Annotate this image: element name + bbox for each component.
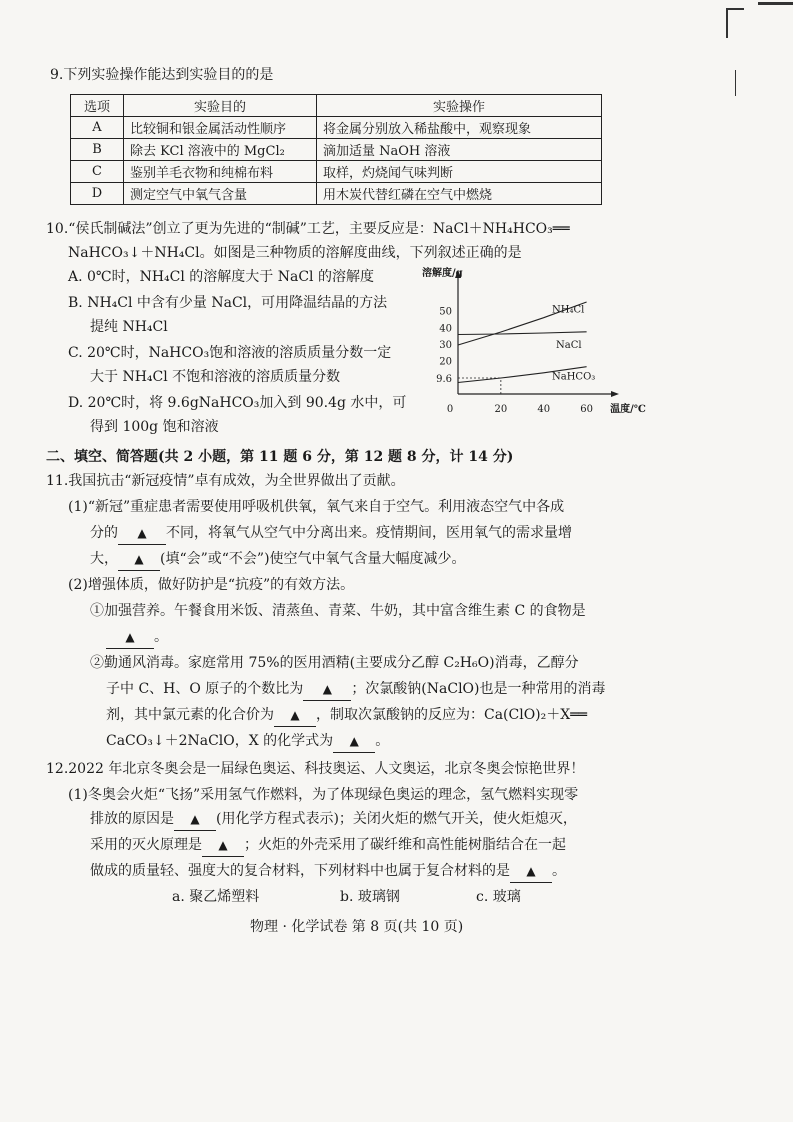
q12-option-b: b. 玻璃钢 [340, 889, 400, 905]
chart-plot [422, 266, 646, 415]
section-2-title: 二、填空、简答题(共 2 小题，第 11 题 6 分，第 12 题 8 分，计 14 分) [46, 449, 514, 465]
q11-p1-line2 [90, 522, 572, 545]
answer-blank-8[interactable] [202, 834, 244, 857]
row-c-purpose: 鉴别羊毛衣物和纯棉布料 [124, 161, 317, 183]
side-mark [735, 70, 736, 96]
q11-p2b-line4-b: 。 [375, 733, 390, 749]
row-d-option: D [71, 183, 124, 205]
q12-line4-b: 。 [552, 863, 566, 879]
table-row [71, 117, 602, 139]
series-line-NaCl [458, 332, 587, 335]
series-label-NaHCO₃: NaHCO₃ [552, 371, 596, 383]
table-row [71, 161, 602, 183]
q11-p1-line3-b: (填“会”或“不会”)使空气中氧气含量大幅度减少。 [160, 551, 466, 567]
corner-mark-top [726, 8, 744, 10]
triangle-icon: ▲ [349, 734, 359, 748]
row-b-purpose: 除去 KCl 溶液中的 MgCl₂ [124, 139, 317, 161]
q12-option-a: a. 聚乙烯塑料 [172, 889, 260, 905]
q11-p2b-line3 [106, 704, 587, 727]
q12-line4 [90, 860, 566, 883]
q10-option-d-line1: D. 20℃时，将 9.6gNaHCO₃加入到 90.4g 水中，可 [68, 395, 407, 411]
row-a-option: A [71, 117, 124, 139]
q11-p1-line2-a: 分的 [90, 525, 118, 541]
q12-option-c: c. 玻璃 [476, 889, 521, 905]
y-tick-label: 50 [439, 306, 452, 318]
q11-p2a-line2-end: 。 [154, 629, 168, 645]
q10-option-c-line1: C. 20℃时，NaHCO₃饱和溶液的溶质质量分数一定 [68, 345, 392, 361]
solubility-chart [420, 262, 646, 422]
y-axis-label: 溶解度/g [422, 268, 463, 279]
x-axis-label: 温度/℃ [610, 404, 646, 415]
answer-blank-4[interactable] [303, 678, 351, 701]
q12-line4-a: 做成的质量轻、强度大的复合材料，下列材料中也属于复合材料的是 [90, 863, 510, 879]
q12-line2-a: 排放的原因是 [90, 811, 174, 827]
q12-line1: (1)冬奥会火炬“飞扬”采用氢气作燃料，为了体现绿色奥运的理念，氢气燃料实现零 [68, 787, 579, 803]
series-label-NaCl: NaCl [556, 340, 582, 351]
q12-line3 [90, 834, 566, 857]
x-tick-label: 20 [494, 404, 508, 415]
x-tick-label: 60 [580, 404, 593, 415]
triangle-icon: ▲ [190, 812, 200, 826]
triangle-icon: ▲ [137, 526, 147, 540]
q11-p2a-line1: ①加强营养。午餐食用米饭、清蒸鱼、青菜、牛奶，其中富含维生素 C 的食物是 [90, 603, 586, 619]
edge-mark [758, 2, 793, 5]
q11-p2b-line4-a: CaCO₃↓＋2NaClO，X 的化学式为 [106, 733, 334, 749]
row-d-purpose: 测定空气中氧气含量 [124, 183, 317, 205]
q10-option-b-line1: B. NH₄Cl 中含有少量 NaCl，可用降温结晶的方法 [68, 295, 388, 311]
table-row [71, 183, 602, 205]
header-purpose: 实验目的 [124, 95, 317, 117]
table-header-row [71, 95, 602, 117]
triangle-icon: ▲ [290, 708, 300, 722]
q11-p1-line3 [90, 548, 466, 571]
y-tick-label: 30 [439, 340, 452, 351]
answer-blank-7[interactable] [174, 808, 216, 831]
q11-p1-line1: (1)“新冠”重症患者需要使用呼吸机供氧，氧气来自于空气。利用液态空气中各成 [68, 499, 565, 515]
row-c-option: C [71, 161, 124, 183]
triangle-icon: ▲ [526, 864, 536, 878]
answer-blank-5[interactable] [274, 704, 316, 727]
q11-p2b-line2-a: 子中 C、H、O 原子的个数比为 [106, 681, 304, 697]
corner-mark [726, 8, 728, 38]
y-tick-label: 40 [439, 323, 452, 335]
q12-line2-b: (用化学方程式表示)；关闭火炬的燃气开关，使火炬熄灭， [216, 811, 577, 827]
q11-p2b-line1: ②勤通风消毒。家庭常用 75%的医用酒精(主要成分乙醇 C₂H₆O)消毒，乙醇分 [90, 655, 579, 671]
row-a-operation: 将金属分别放入稀盐酸中，观察现象 [317, 117, 602, 139]
q11-p2b-line4 [106, 730, 389, 753]
x-tick-label: 40 [537, 404, 551, 415]
q12-line3-b: ；火炬的外壳采用了碳纤维和高性能树脂结合在一起 [244, 837, 566, 853]
series-label-NH₄Cl: NH₄Cl [552, 304, 585, 316]
q11-p1-line3-a: 大， [90, 551, 118, 567]
q11-p2a-line2 [106, 626, 168, 649]
row-a-purpose: 比较铜和银金属活动性顺序 [124, 117, 317, 139]
q11-p2b-line2 [106, 678, 606, 701]
header-operation: 实验操作 [317, 95, 602, 117]
row-b-operation: 滴加适量 NaOH 溶液 [317, 139, 602, 161]
x-axis-arrow [611, 391, 619, 397]
q12-line2 [90, 808, 577, 831]
triangle-icon: ▲ [125, 630, 135, 644]
answer-blank-1[interactable] [118, 522, 166, 545]
page-footer: 物理 · 化学试卷 第 8 页(共 10 页) [250, 919, 464, 935]
answer-blank-3[interactable] [106, 626, 154, 649]
y-tick-label: 20 [439, 356, 452, 368]
q10-option-c-line2: 大于 NH₄Cl 不饱和溶液的溶质质量分数 [90, 369, 341, 385]
q11-stem: 11.我国抗击“新冠疫情”卓有成效，为全世界做出了贡献。 [46, 473, 405, 489]
answer-blank-6[interactable] [333, 730, 375, 753]
q11-p2b-line3-a: 剂，其中氯元素的化合价为 [106, 707, 274, 723]
row-d-operation: 用木炭代替红磷在空气中燃烧 [317, 183, 602, 205]
x-tick-label: 0 [446, 404, 454, 415]
q10-option-a: A. 0℃时，NH₄Cl 的溶解度大于 NaCl 的溶解度 [68, 269, 374, 285]
q9-stem: 9.下列实验操作能达到实验目的的是 [50, 67, 274, 83]
q12-line3-a: 采用的灭火原理是 [90, 837, 202, 853]
answer-blank-9[interactable] [510, 860, 552, 883]
row-b-option: B [71, 139, 124, 161]
q10-stem-line1: 10.“侯氏制碱法”创立了更为先进的“制碱”工艺，主要反应是：NaCl＋NH₄HCO₃══ [46, 221, 570, 237]
answer-blank-2[interactable] [118, 548, 160, 571]
triangle-icon: ▲ [218, 838, 228, 852]
header-option: 选项 [71, 95, 124, 117]
q9-table [70, 94, 602, 205]
q11-p2b-line2-b: ；次氯酸钠(NaClO)也是一种常用的消毒 [351, 681, 606, 697]
q12-stem: 12.2022 年北京冬奥会是一届绿色奥运、科技奥运、人文奥运，北京冬奥会惊艳世界！ [46, 761, 585, 777]
q11-p2b-line3-b: ，制取次氯酸钠的反应为：Ca(ClO)₂＋X══ [316, 707, 588, 723]
q10-option-d-line2: 得到 100g 饱和溶液 [90, 419, 219, 435]
q10-stem-line2: NaHCO₃↓＋NH₄Cl。如图是三种物质的溶解度曲线，下列叙述正确的是 [68, 245, 522, 261]
table-row [71, 139, 602, 161]
y-tick-label: 9.6 [436, 374, 452, 385]
q11-p2: (2)增强体质，做好防护是“抗疫”的有效方法。 [68, 577, 355, 593]
q11-p1-line2-b: 不同，将氧气从空气中分离出来。疫情期间，医用氧气的需求量增 [166, 525, 572, 541]
row-c-operation: 取样，灼烧闻气味判断 [317, 161, 602, 183]
triangle-icon: ▲ [134, 552, 144, 566]
triangle-icon: ▲ [322, 682, 332, 696]
q10-option-b-line2: 提纯 NH₄Cl [90, 319, 168, 335]
